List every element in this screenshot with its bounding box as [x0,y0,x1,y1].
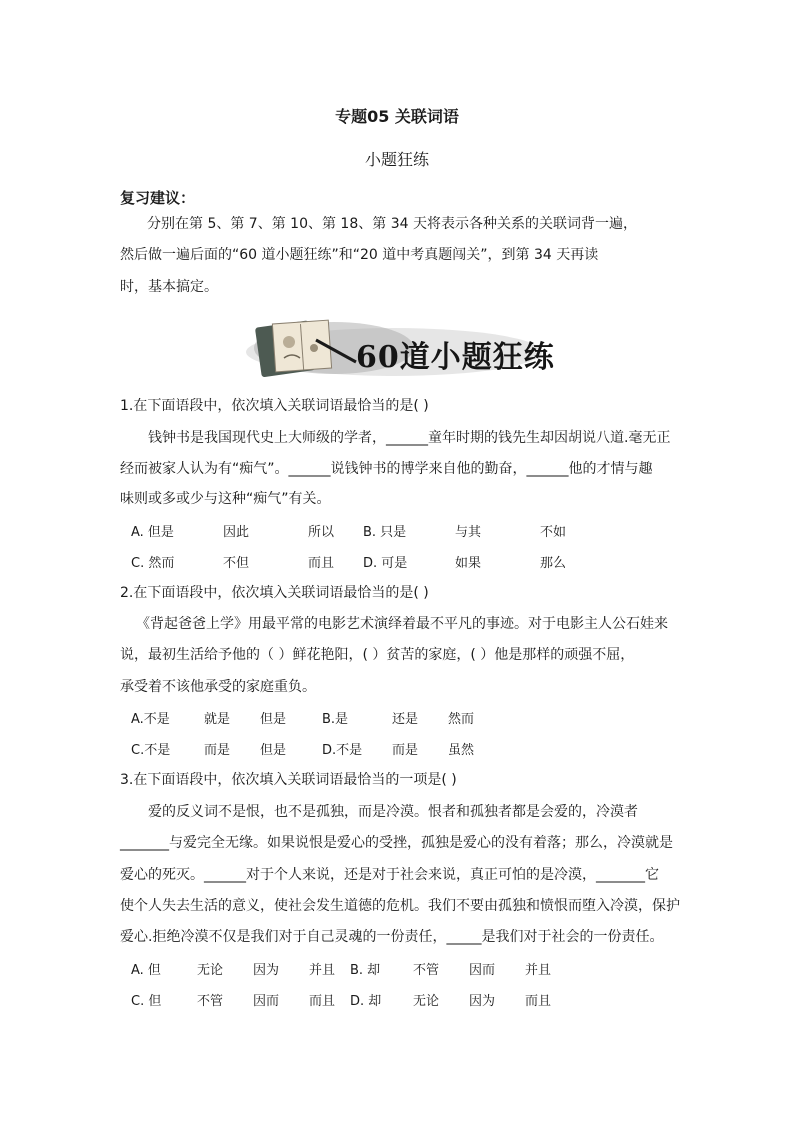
option-word: 不如 [540,525,567,540]
option-word: 而且 [525,994,552,1009]
option-word: 并且 [309,963,336,978]
question-stem: 3.在下面语段中，依次填入关联词语最恰当的一项是( ) [120,772,457,788]
option-word: 但是 [260,743,287,758]
option-word: 因而 [469,963,496,978]
option-word: 而是 [204,743,231,758]
option-a: A. 但 [131,963,161,978]
question-line: 爱心的死灭。______对于个人来说，还是对于社会来说，真正可怕的是冷漠，_______它 [120,867,659,883]
question-line: 《背起爸爸上学》用最平常的电影艺术演绎着最不平凡的事迹。对于电影主人公石娃来 [136,616,668,632]
question-line: 说，最初生活给予他的（ ）鲜花艳阳，( ）贫苦的家庭，( ）他是那样的顽强不屈， [120,647,635,663]
option-word: 就是 [204,712,231,727]
option-word: 如果 [455,556,482,571]
option-c: C. 然而 [131,556,175,571]
option-word: 不管 [413,963,440,978]
option-word: 而且 [309,994,336,1009]
option-word: 无论 [197,963,224,978]
review-line: 时，基本搞定。 [120,279,218,295]
option-a: A. 但是 [131,525,174,540]
option-word: 因为 [469,994,496,1009]
option-b: B. 却 [350,963,381,978]
option-d: D. 却 [350,994,382,1009]
option-c: C. 但 [131,994,162,1009]
option-b: B. 只是 [363,525,407,540]
option-word: 不但 [223,556,250,571]
option-c: C.不是 [131,743,171,758]
question-line: 承受着不该他承受的家庭重负。 [120,679,316,695]
question-line: 爱的反义词不是恨，也不是孤独，而是冷漠。恨者和孤独者都是会爱的，冷漠者 [148,804,638,820]
option-word: 所以 [308,525,335,540]
option-word: 因而 [253,994,280,1009]
review-line: 然后做一遍后面的“60 道小题狂练”和“20 道中考真题闯关”，到第 34 天再读 [120,247,599,263]
question-stem: 1.在下面语段中，依次填入关联词语最恰当的是( ) [120,398,429,414]
review-heading: 复习建议： [120,189,196,207]
page-title: 专题05 关联词语 [335,107,459,126]
question-line: 钱钟书是我国现代史上大师级的学者，______童年时期的钱先生却因胡说八道.毫无正 [148,430,671,446]
question-line: 爱心.拒绝冷漠不仅是我们对于自己灵魂的一份责任，_____是我们对于社会的一份责任。 [120,929,664,945]
option-b: B.是 [322,712,349,727]
option-word: 因此 [223,525,250,540]
option-word: 与其 [455,525,482,540]
option-word: 但是 [260,712,287,727]
option-word: 因为 [253,963,280,978]
option-word: 并且 [525,963,552,978]
question-line: 使个人失去生活的意义，使社会发生道德的危机。我们不要由孤独和愤恨而堕入冷漠，保护 [120,898,680,914]
option-word: 那么 [540,556,567,571]
option-word: 而是 [392,743,419,758]
option-word: 虽然 [448,743,475,758]
question-line: 经而被家人认为有“痴气”。______说钱钟书的博学来自他的勤奋，______他的才情与趣 [120,461,653,477]
banner-text: 60道小题狂练 [356,340,555,375]
question-line: _______与爱完全无缘。如果说恨是爱心的受挫，孤独是爱心的没有着落；那么，冷漠就是 [120,835,673,851]
option-word: 无论 [413,994,440,1009]
question-line: 味则或多或少与这种“痴气”有关。 [120,491,331,507]
option-word: 还是 [392,712,419,727]
option-word: 不管 [197,994,224,1009]
question-stem: 2.在下面语段中，依次填入关联词语最恰当的是( ) [120,585,429,601]
option-word: 而且 [308,556,335,571]
option-word: 然而 [448,712,475,727]
option-d: D. 可是 [363,556,408,571]
review-line: 分别在第 5、第 7、第 10、第 18、第 34 天将表示各种关系的关联词背一遍， [147,216,637,232]
page-subtitle: 小题狂练 [364,150,429,169]
option-a: A.不是 [131,712,170,727]
option-d: D.不是 [322,743,363,758]
